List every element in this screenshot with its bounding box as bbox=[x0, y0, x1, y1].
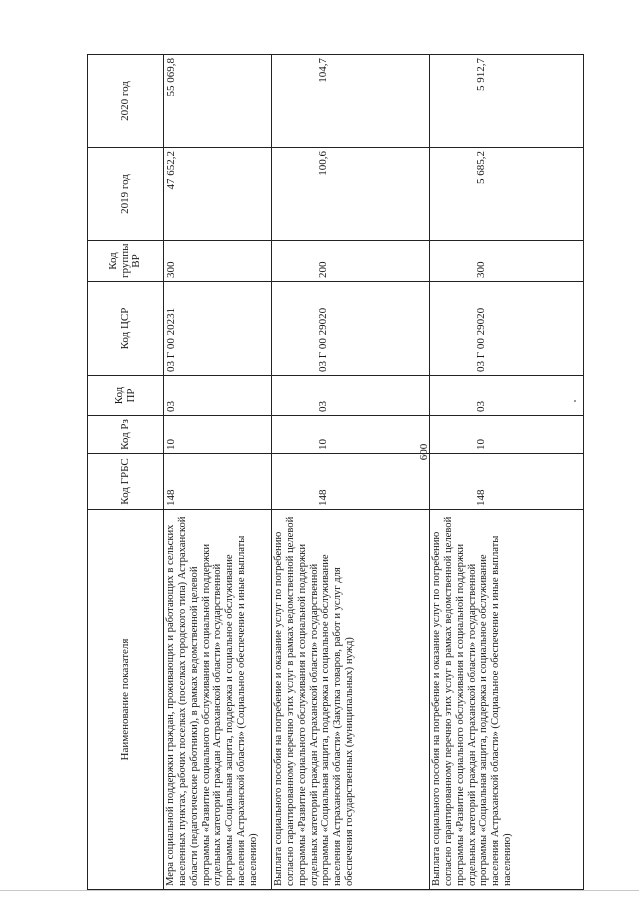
row-2019: 100,6 bbox=[272, 148, 430, 241]
row-rz: 10 bbox=[272, 416, 430, 454]
table-row bbox=[164, 55, 272, 890]
header-pr: Код ПР bbox=[88, 376, 164, 416]
table-header-row bbox=[88, 55, 164, 890]
row-csr: 03 Г 00 29020 bbox=[430, 282, 584, 376]
row-pr: 03 bbox=[272, 376, 430, 416]
scan-edge-line bbox=[0, 890, 639, 891]
row-2020: 104,7 bbox=[272, 55, 430, 148]
row-csr: 03 Г 00 29020 bbox=[272, 282, 430, 376]
row-name: Выплата социального пособия на погребение и оказание услуг по погребению согласно гарантированному перечню этих услуг в рамках ведомственной целевой программы «Развитие социального обслуживания и социальной поддержки отдельных категорий граждан Астраханской области» государственной программы «Социальная защита, поддержка и социальное обслуживание населения Астраханской области» (Закупка товаров, работ и услуг для обеспечения государственных (муниципальных) нужд) bbox=[272, 510, 430, 890]
header-name: Наименование показателя bbox=[88, 510, 164, 890]
header-csr: Код ЦСР bbox=[88, 282, 164, 376]
table-row bbox=[272, 55, 430, 890]
row-vr: 200 bbox=[272, 241, 430, 282]
row-vr: 300 bbox=[430, 241, 584, 282]
row-2020: 55 069,8 bbox=[164, 55, 272, 148]
budget-table bbox=[87, 54, 584, 890]
row-2019: 47 652,2 bbox=[164, 148, 272, 241]
row-name: Выплата социального пособия на погребение и оказание услуг по погребению согласно гарантированному перечню этих услуг в рамках ведомственной целевой программы «Развитие социального обслуживания и социальной поддержки отдельных категорий граждан Астраханской области» государственной программы «Социальная защита, поддержка и социальное обслуживание населения Астраханской области» (Социальное обеспечение и иные выплаты населению) bbox=[430, 510, 584, 890]
row-grbs: 148 bbox=[164, 454, 272, 510]
rotated-table-frame bbox=[87, 55, 514, 890]
header-2019: 2019 год bbox=[88, 148, 164, 241]
header-rz: Код Рз bbox=[88, 416, 164, 454]
row-pr: 03 bbox=[164, 376, 272, 416]
row-name: Мера социальной поддержки граждан, проживающих и работающих в сельских населенных пунктах, рабочих поселках (поселках городского типа) Астраханской области (педагогические работники), в рамках ведомственной целевой программы «Развитие социального обслуживания и социальной поддержки отдельных категорий граждан Астраханской области» государственной программы «Социальная защита, поддержка и социальное обслуживание населения Астраханской области» (Социальное обеспечение и иные выплаты населению) bbox=[164, 510, 272, 890]
row-csr: 03 Г 00 20231 bbox=[164, 282, 272, 376]
row-2020: 5 912,7 bbox=[430, 55, 584, 148]
row-vr: 300 bbox=[164, 241, 272, 282]
row-2019: 5 685,2 bbox=[430, 148, 584, 241]
header-2020: 2020 год bbox=[88, 55, 164, 148]
row-rz: 10 bbox=[430, 416, 584, 454]
row-pr: 03 bbox=[430, 376, 584, 416]
table-rotation-wrapper bbox=[87, 55, 514, 890]
header-grbs: Код ГРБС bbox=[88, 454, 164, 510]
row-grbs: 148 bbox=[272, 454, 430, 510]
table-row bbox=[430, 55, 584, 890]
header-vr: Код группы ВР bbox=[88, 241, 164, 282]
row-grbs: 148 bbox=[430, 454, 584, 510]
row-rz: 10 bbox=[164, 416, 272, 454]
page-number: 600 bbox=[418, 443, 430, 461]
